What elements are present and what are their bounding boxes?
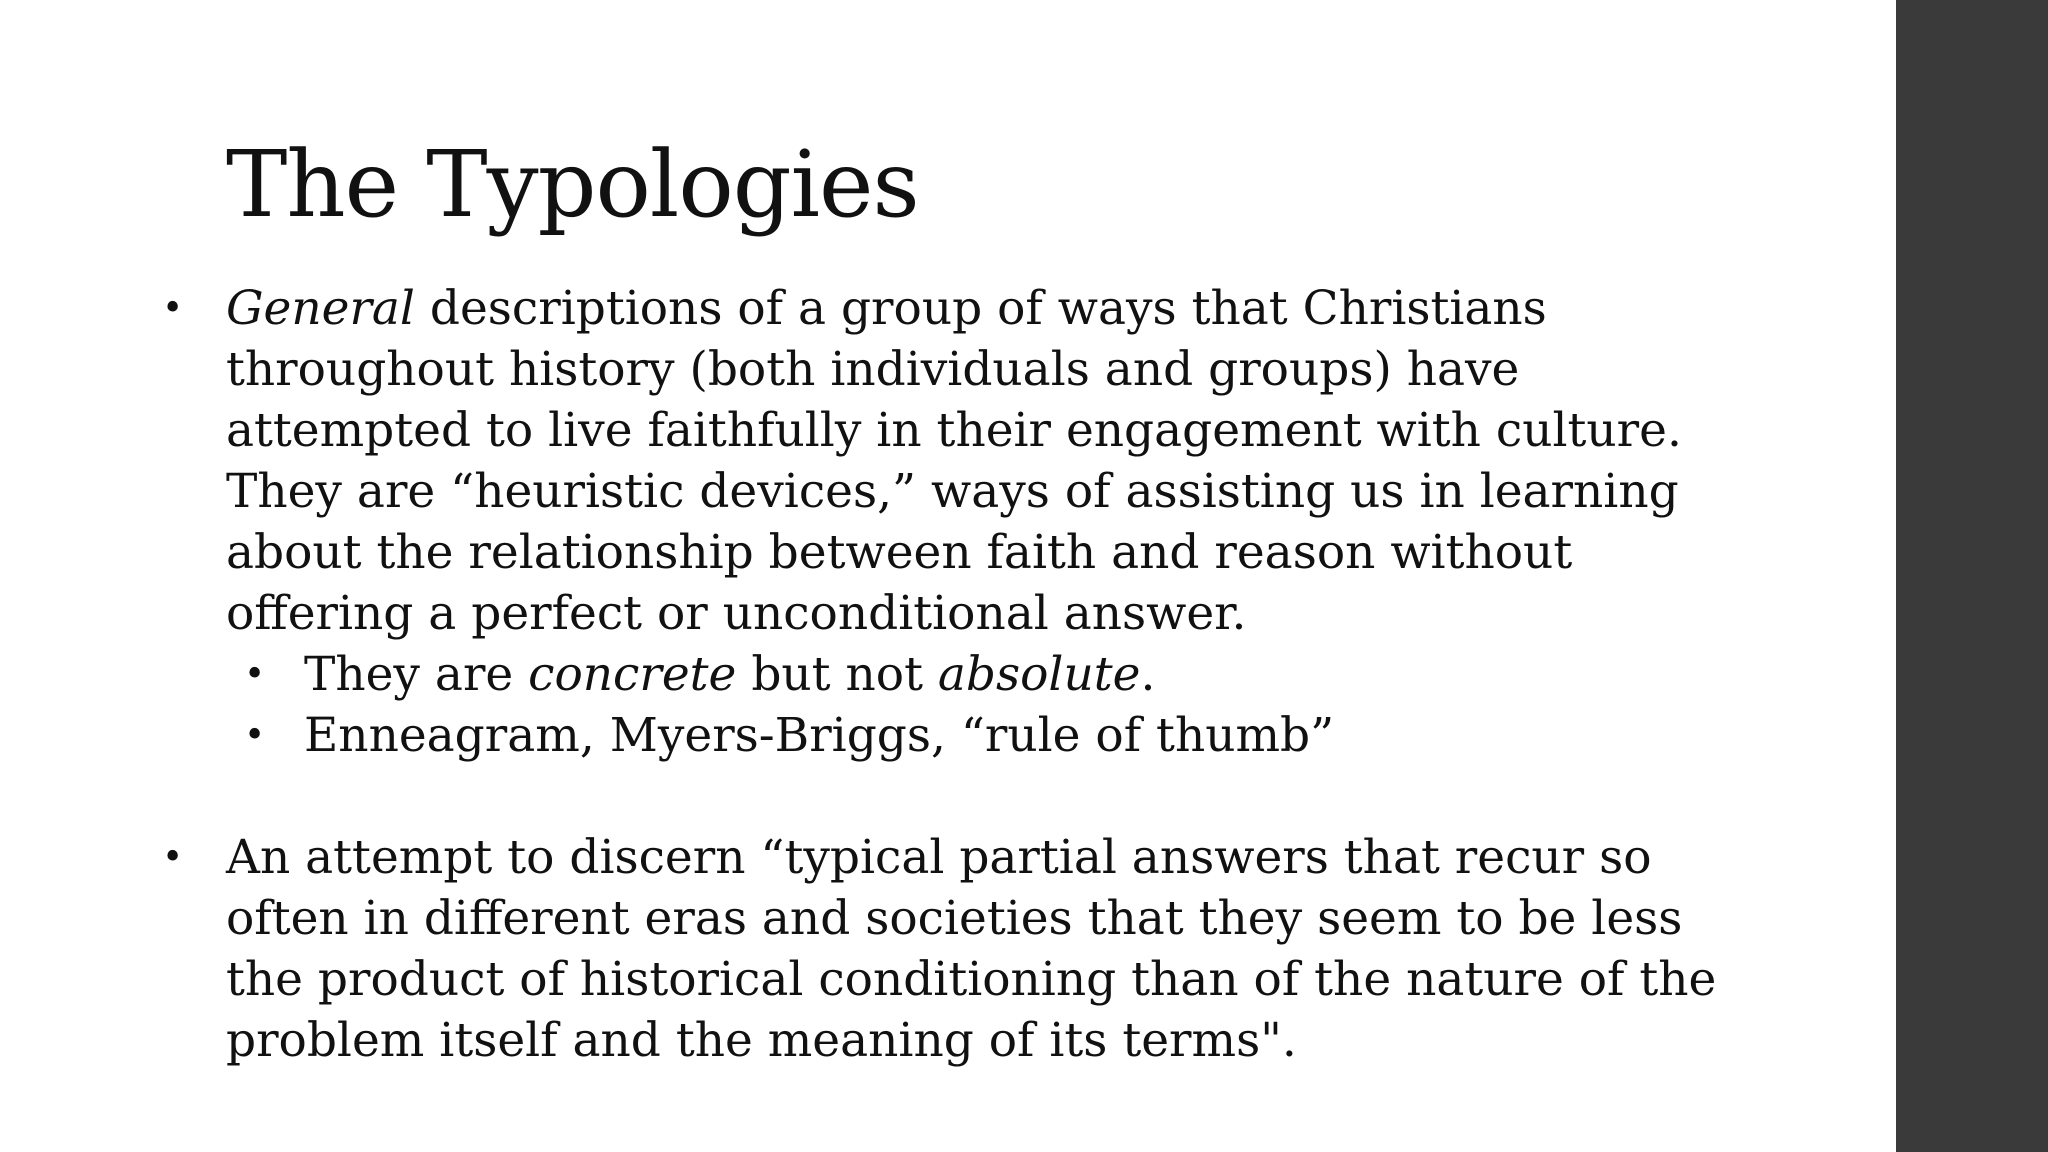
bullet-dot-icon: • [162, 837, 184, 878]
sub-text-pre: They are [304, 647, 529, 702]
sub-text-examples: Enneagram, Myers-Briggs, “rule of thumb” [304, 708, 1335, 763]
sub-bullet-concrete [160, 644, 1720, 705]
slide-body [160, 278, 1720, 1071]
bullet-item-attempt [160, 827, 1720, 1071]
emphasis-general: General [226, 281, 415, 336]
side-bar [1896, 0, 2048, 1152]
bullet-text: descriptions of a group of ways that Christians throughout history (both individuals and groups) have attempted to live faithfully in their engagement with culture. They are “heuristic devices,” ways of assisting us in learning about the relationship between faith and reason without offering a perfect or unconditional answer. [226, 281, 1682, 641]
bullet-item-general [160, 278, 1720, 644]
emphasis-absolute: absolute [937, 647, 1141, 702]
bullet-dot-icon: • [244, 654, 266, 695]
bullet-text: An attempt to discern “typical partial answers that recur so often in different eras and societies that they seem to be less the product of historical conditioning than of the nature of the problem itself and the meaning of its terms". [226, 830, 1717, 1068]
sub-bullet-examples [160, 705, 1720, 766]
bullet-dot-icon: • [244, 715, 266, 756]
sub-text-post: . [1140, 647, 1156, 702]
bullet-dot-icon: • [162, 288, 184, 329]
spacer [160, 766, 1720, 827]
slide-title: The Typologies [226, 131, 919, 238]
sub-text-mid: but not [736, 647, 938, 702]
emphasis-concrete: concrete [528, 647, 737, 702]
